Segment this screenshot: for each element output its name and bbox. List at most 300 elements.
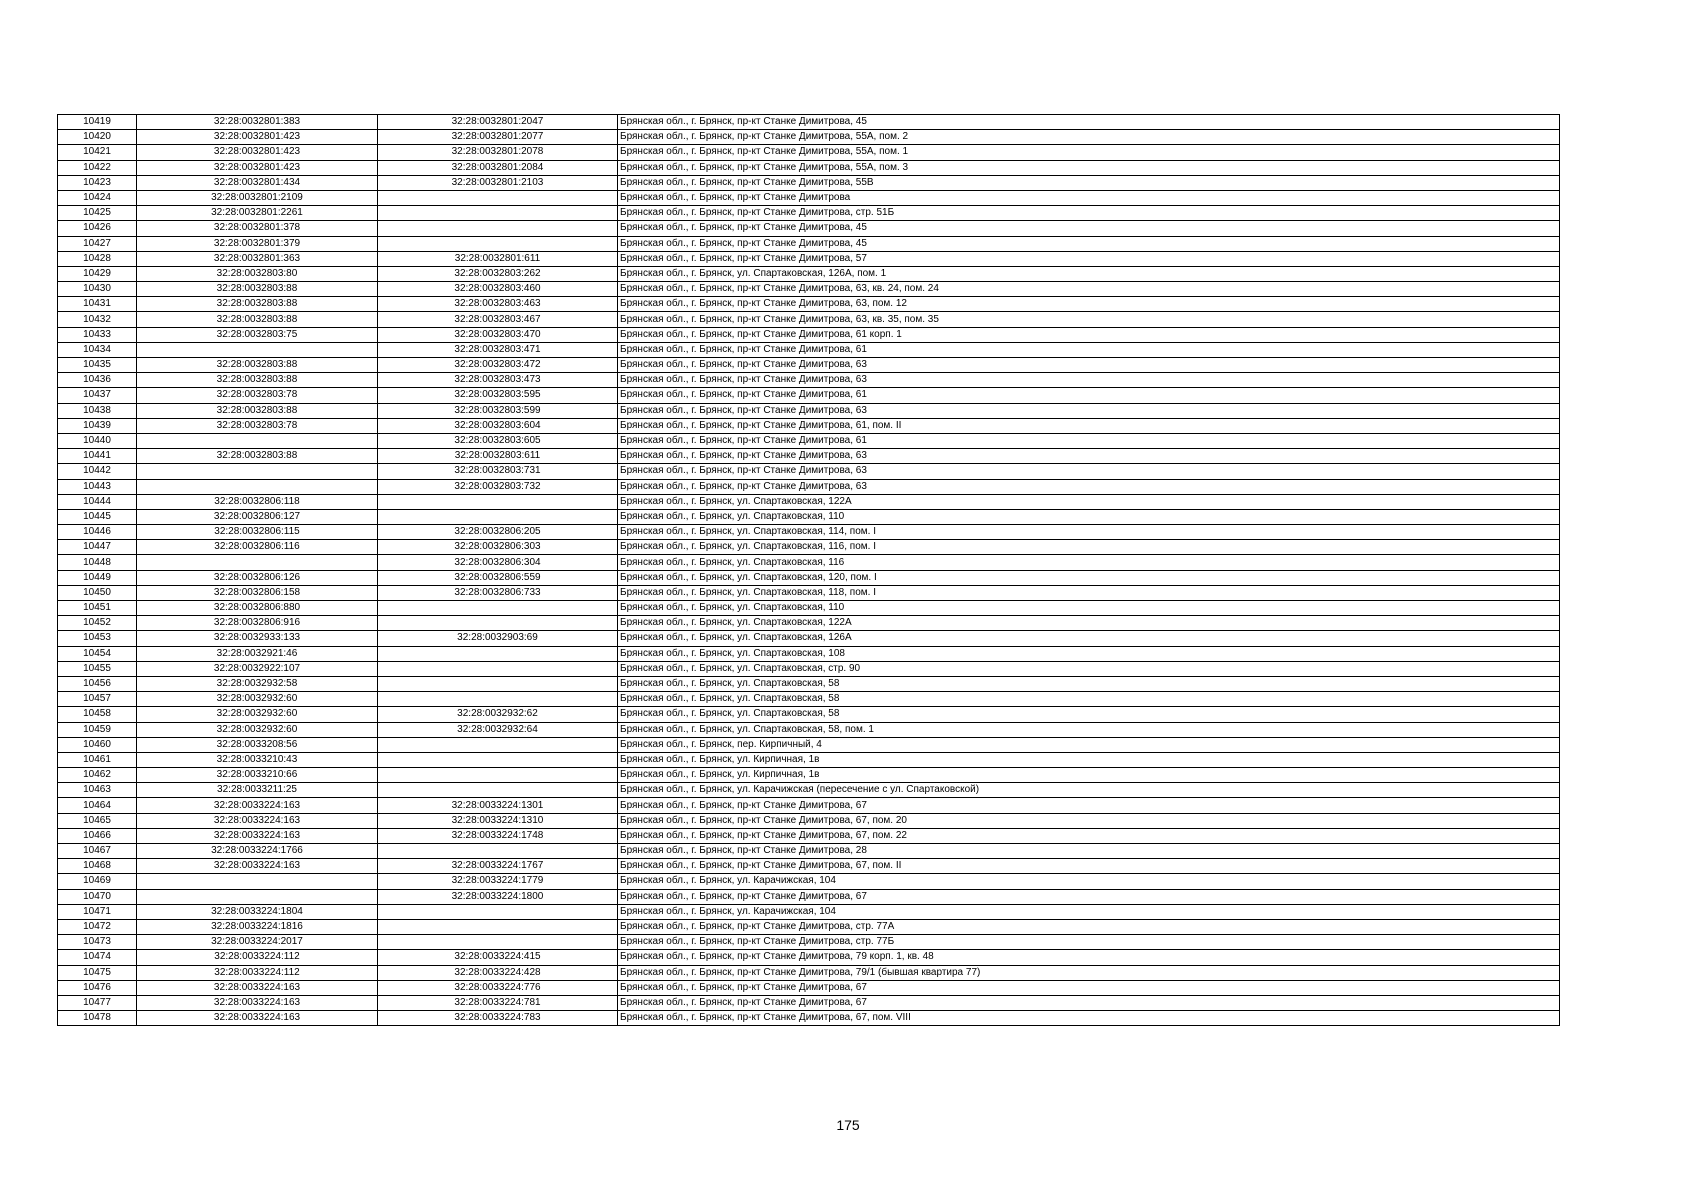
- table-row: [58, 616, 1560, 631]
- parcel-number-cell: 32:28:0032806:127: [137, 509, 378, 524]
- table-row: [58, 494, 1560, 509]
- object-number-cell: 32:28:0032803:611: [378, 449, 618, 464]
- object-number-cell: 32:28:0033224:415: [378, 950, 618, 965]
- parcel-number-cell: 32:28:0032801:2109: [137, 190, 378, 205]
- object-number-cell: 32:28:0032806:205: [378, 525, 618, 540]
- row-number-cell: 10434: [58, 342, 137, 357]
- table-row: [58, 722, 1560, 737]
- row-number-cell: 10419: [58, 115, 137, 130]
- object-number-cell: 32:28:0032806:733: [378, 585, 618, 600]
- object-number-cell: [378, 768, 618, 783]
- address-cell: Брянская обл., г. Брянск, пр-кт Станке Димитрова, 45: [618, 221, 1560, 236]
- table-row: [58, 266, 1560, 281]
- row-number-cell: 10451: [58, 601, 137, 616]
- row-number-cell: 10436: [58, 373, 137, 388]
- parcel-number-cell: 32:28:0033224:163: [137, 995, 378, 1010]
- row-number-cell: 10429: [58, 266, 137, 281]
- object-number-cell: 32:28:0033224:1779: [378, 874, 618, 889]
- address-cell: Брянская обл., г. Брянск, ул. Спартаковская, 58: [618, 692, 1560, 707]
- row-number-cell: 10460: [58, 737, 137, 752]
- parcel-number-cell: [137, 433, 378, 448]
- address-cell: Брянская обл., г. Брянск, пр-кт Станке Димитрова, 63: [618, 373, 1560, 388]
- object-number-cell: 32:28:0032803:604: [378, 418, 618, 433]
- table-row: [58, 464, 1560, 479]
- object-number-cell: [378, 646, 618, 661]
- table-row: [58, 555, 1560, 570]
- table-row: [58, 525, 1560, 540]
- object-number-cell: 32:28:0032801:611: [378, 251, 618, 266]
- parcel-number-cell: [137, 555, 378, 570]
- object-number-cell: 32:28:0033224:776: [378, 980, 618, 995]
- object-number-cell: 32:28:0033224:783: [378, 1011, 618, 1026]
- address-cell: Брянская обл., г. Брянск, ул. Карачижская (пересечение с ул. Спартаковской): [618, 783, 1560, 798]
- object-number-cell: [378, 236, 618, 251]
- row-number-cell: 10463: [58, 783, 137, 798]
- address-cell: Брянская обл., г. Брянск, пр-кт Станке Димитрова, 79/1 (бывшая квартира 77): [618, 965, 1560, 980]
- table-row: [58, 874, 1560, 889]
- object-number-cell: [378, 616, 618, 631]
- parcel-number-cell: 32:28:0033224:112: [137, 965, 378, 980]
- table-row: [58, 327, 1560, 342]
- parcel-number-cell: 32:28:0032806:126: [137, 570, 378, 585]
- table-row: [58, 631, 1560, 646]
- object-number-cell: 32:28:0033224:1767: [378, 859, 618, 874]
- row-number-cell: 10420: [58, 130, 137, 145]
- parcel-number-cell: [137, 479, 378, 494]
- address-cell: Брянская обл., г. Брянск, пр-кт Станке Димитрова, 63: [618, 479, 1560, 494]
- object-number-cell: [378, 919, 618, 934]
- table-row: [58, 175, 1560, 190]
- row-number-cell: 10456: [58, 676, 137, 691]
- row-number-cell: 10430: [58, 282, 137, 297]
- address-cell: Брянская обл., г. Брянск, пр-кт Станке Димитрова, 67, пом. 20: [618, 813, 1560, 828]
- row-number-cell: 10443: [58, 479, 137, 494]
- table-row: [58, 282, 1560, 297]
- row-number-cell: 10423: [58, 175, 137, 190]
- object-number-cell: 32:28:0032801:2103: [378, 175, 618, 190]
- table-row: [58, 312, 1560, 327]
- parcel-number-cell: 32:28:0033224:163: [137, 980, 378, 995]
- parcel-number-cell: [137, 889, 378, 904]
- object-number-cell: [378, 494, 618, 509]
- address-cell: Брянская обл., г. Брянск, ул. Спартаковская, стр. 90: [618, 661, 1560, 676]
- address-cell: Брянская обл., г. Брянск, пр-кт Станке Димитрова, 55А, пом. 3: [618, 160, 1560, 175]
- parcel-number-cell: 32:28:0032801:434: [137, 175, 378, 190]
- table-row: [58, 676, 1560, 691]
- row-number-cell: 10462: [58, 768, 137, 783]
- object-number-cell: 32:28:0032803:595: [378, 388, 618, 403]
- table-row: [58, 206, 1560, 221]
- parcel-number-cell: [137, 464, 378, 479]
- object-number-cell: [378, 904, 618, 919]
- address-cell: Брянская обл., г. Брянск, ул. Карачижская, 104: [618, 874, 1560, 889]
- address-cell: Брянская обл., г. Брянск, пр-кт Станке Димитрова, 61: [618, 342, 1560, 357]
- parcel-number-cell: 32:28:0032803:78: [137, 418, 378, 433]
- address-cell: Брянская обл., г. Брянск, ул. Спартаковская, 122А: [618, 616, 1560, 631]
- parcel-number-cell: 32:28:0032803:88: [137, 282, 378, 297]
- object-number-cell: [378, 661, 618, 676]
- table-row: [58, 813, 1560, 828]
- row-number-cell: 10450: [58, 585, 137, 600]
- object-number-cell: [378, 844, 618, 859]
- table-row: [58, 737, 1560, 752]
- object-number-cell: 32:28:0032932:62: [378, 707, 618, 722]
- address-cell: Брянская обл., г. Брянск, пр-кт Станке Димитрова, 63, кв. 24, пом. 24: [618, 282, 1560, 297]
- table-row: [58, 433, 1560, 448]
- address-cell: Брянская обл., г. Брянск, пр-кт Станке Димитрова, 45: [618, 236, 1560, 251]
- address-cell: Брянская обл., г. Брянск, ул. Спартаковская, 58, пом. 1: [618, 722, 1560, 737]
- row-number-cell: 10432: [58, 312, 137, 327]
- parcel-number-cell: 32:28:0032801:383: [137, 115, 378, 130]
- table-row: [58, 950, 1560, 965]
- table-row: [58, 145, 1560, 160]
- parcel-number-cell: 32:28:0033211:25: [137, 783, 378, 798]
- address-cell: Брянская обл., г. Брянск, ул. Спартаковская, 58: [618, 707, 1560, 722]
- address-cell: Брянская обл., г. Брянск, пр-кт Станке Димитрова, 63: [618, 358, 1560, 373]
- parcel-number-cell: 32:28:0032801:423: [137, 130, 378, 145]
- table-row: [58, 358, 1560, 373]
- object-number-cell: [378, 676, 618, 691]
- table-row: [58, 509, 1560, 524]
- object-number-cell: 32:28:0032801:2084: [378, 160, 618, 175]
- address-cell: Брянская обл., г. Брянск, ул. Кирпичная, 1в: [618, 768, 1560, 783]
- row-number-cell: 10445: [58, 509, 137, 524]
- table-row: [58, 251, 1560, 266]
- row-number-cell: 10448: [58, 555, 137, 570]
- address-cell: Брянская обл., г. Брянск, пр-кт Станке Димитрова, 63, пом. 12: [618, 297, 1560, 312]
- row-number-cell: 10447: [58, 540, 137, 555]
- table-row: [58, 844, 1560, 859]
- row-number-cell: 10471: [58, 904, 137, 919]
- address-cell: Брянская обл., г. Брянск, ул. Спартаковская, 114, пом. I: [618, 525, 1560, 540]
- object-number-cell: 32:28:0032803:262: [378, 266, 618, 281]
- parcel-number-cell: [137, 342, 378, 357]
- address-cell: Брянская обл., г. Брянск, пр-кт Станке Димитрова, 55А, пом. 2: [618, 130, 1560, 145]
- address-cell: Брянская обл., г. Брянск, ул. Спартаковская, 108: [618, 646, 1560, 661]
- row-number-cell: 10438: [58, 403, 137, 418]
- address-cell: Брянская обл., г. Брянск, ул. Спартаковская, 120, пом. I: [618, 570, 1560, 585]
- table-row: [58, 540, 1560, 555]
- row-number-cell: 10469: [58, 874, 137, 889]
- table-row: [58, 752, 1560, 767]
- address-cell: Брянская обл., г. Брянск, пр-кт Станке Димитрова, 67: [618, 889, 1560, 904]
- object-number-cell: 32:28:0032803:472: [378, 358, 618, 373]
- parcel-number-cell: 32:28:0033224:163: [137, 859, 378, 874]
- parcel-number-cell: 32:28:0032932:60: [137, 692, 378, 707]
- table-row: [58, 297, 1560, 312]
- address-cell: Брянская обл., г. Брянск, ул. Спартаковская, 116, пом. I: [618, 540, 1560, 555]
- object-number-cell: [378, 692, 618, 707]
- row-number-cell: 10478: [58, 1011, 137, 1026]
- parcel-number-cell: 32:28:0032801:378: [137, 221, 378, 236]
- parcel-number-cell: 32:28:0032932:60: [137, 722, 378, 737]
- row-number-cell: 10464: [58, 798, 137, 813]
- row-number-cell: 10426: [58, 221, 137, 236]
- object-number-cell: 32:28:0032803:605: [378, 433, 618, 448]
- table-row: [58, 904, 1560, 919]
- parcel-number-cell: 32:28:0033210:43: [137, 752, 378, 767]
- table-row: [58, 919, 1560, 934]
- table-row: [58, 1011, 1560, 1026]
- address-cell: Брянская обл., г. Брянск, пр-кт Станке Димитрова: [618, 190, 1560, 205]
- table-row: [58, 783, 1560, 798]
- table-row: [58, 768, 1560, 783]
- row-number-cell: 10476: [58, 980, 137, 995]
- parcel-number-cell: 32:28:0032801:363: [137, 251, 378, 266]
- table-row: [58, 965, 1560, 980]
- row-number-cell: 10440: [58, 433, 137, 448]
- row-number-cell: 10435: [58, 358, 137, 373]
- parcel-number-cell: 32:28:0032803:88: [137, 449, 378, 464]
- address-cell: Брянская обл., г. Брянск, пр-кт Станке Димитрова, 63: [618, 403, 1560, 418]
- row-number-cell: 10452: [58, 616, 137, 631]
- address-cell: Брянская обл., г. Брянск, ул. Кирпичная, 1в: [618, 752, 1560, 767]
- table-row: [58, 342, 1560, 357]
- parcel-number-cell: 32:28:0032803:75: [137, 327, 378, 342]
- parcel-number-cell: 32:28:0033208:56: [137, 737, 378, 752]
- table-row: [58, 661, 1560, 676]
- object-number-cell: 32:28:0033224:1310: [378, 813, 618, 828]
- parcel-number-cell: 32:28:0032932:58: [137, 676, 378, 691]
- object-number-cell: 32:28:0032806:303: [378, 540, 618, 555]
- parcel-number-cell: 32:28:0032803:88: [137, 297, 378, 312]
- address-cell: Брянская обл., г. Брянск, пр-кт Станке Димитрова, 61: [618, 433, 1560, 448]
- parcel-number-cell: 32:28:0033224:163: [137, 1011, 378, 1026]
- parcel-number-cell: 32:28:0033224:2017: [137, 935, 378, 950]
- object-number-cell: 32:28:0032803:731: [378, 464, 618, 479]
- table-row: [58, 980, 1560, 995]
- table-row: [58, 646, 1560, 661]
- address-cell: Брянская обл., г. Брянск, пр-кт Станке Димитрова, 61: [618, 388, 1560, 403]
- address-cell: Брянская обл., г. Брянск, пр-кт Станке Димитрова, 63: [618, 449, 1560, 464]
- object-number-cell: 32:28:0032803:467: [378, 312, 618, 327]
- parcel-number-cell: 32:28:0033224:163: [137, 798, 378, 813]
- address-cell: Брянская обл., г. Брянск, пр-кт Станке Димитрова, 63, кв. 35, пом. 35: [618, 312, 1560, 327]
- row-number-cell: 10441: [58, 449, 137, 464]
- address-cell: Брянская обл., г. Брянск, ул. Спартаковская, 116: [618, 555, 1560, 570]
- row-number-cell: 10458: [58, 707, 137, 722]
- parcel-number-cell: 32:28:0032801:2261: [137, 206, 378, 221]
- object-number-cell: [378, 783, 618, 798]
- object-number-cell: 32:28:0032932:64: [378, 722, 618, 737]
- parcel-number-cell: 32:28:0032932:60: [137, 707, 378, 722]
- row-number-cell: 10473: [58, 935, 137, 950]
- address-cell: Брянская обл., г. Брянск, пр-кт Станке Димитрова, 28: [618, 844, 1560, 859]
- object-number-cell: [378, 221, 618, 236]
- row-number-cell: 10461: [58, 752, 137, 767]
- row-number-cell: 10433: [58, 327, 137, 342]
- object-number-cell: 32:28:0032803:460: [378, 282, 618, 297]
- parcel-number-cell: 32:28:0032803:88: [137, 403, 378, 418]
- table-row: [58, 692, 1560, 707]
- object-number-cell: 32:28:0032806:559: [378, 570, 618, 585]
- table-row: [58, 221, 1560, 236]
- table-row: [58, 601, 1560, 616]
- object-number-cell: 32:28:0032903:69: [378, 631, 618, 646]
- address-cell: Брянская обл., г. Брянск, пр-кт Станке Димитрова, 67, пом. VIII: [618, 1011, 1560, 1026]
- object-number-cell: 32:28:0032803:473: [378, 373, 618, 388]
- row-number-cell: 10459: [58, 722, 137, 737]
- address-cell: Брянская обл., г. Брянск, пр-кт Станке Димитрова, 57: [618, 251, 1560, 266]
- address-cell: Брянская обл., г. Брянск, ул. Карачижская, 104: [618, 904, 1560, 919]
- table-row: [58, 403, 1560, 418]
- table-row: [58, 388, 1560, 403]
- object-number-cell: [378, 509, 618, 524]
- object-number-cell: 32:28:0032803:471: [378, 342, 618, 357]
- parcel-number-cell: 32:28:0032806:880: [137, 601, 378, 616]
- object-number-cell: 32:28:0033224:781: [378, 995, 618, 1010]
- address-cell: Брянская обл., г. Брянск, ул. Спартаковская, 118, пом. I: [618, 585, 1560, 600]
- address-cell: Брянская обл., г. Брянск, пр-кт Станке Димитрова, 55В: [618, 175, 1560, 190]
- table-row: [58, 570, 1560, 585]
- object-number-cell: 32:28:0032801:2077: [378, 130, 618, 145]
- object-number-cell: 32:28:0032803:470: [378, 327, 618, 342]
- parcel-number-cell: 32:28:0032806:916: [137, 616, 378, 631]
- parcel-number-cell: 32:28:0032803:88: [137, 358, 378, 373]
- row-number-cell: 10437: [58, 388, 137, 403]
- table-row: [58, 828, 1560, 843]
- row-number-cell: 10465: [58, 813, 137, 828]
- address-cell: Брянская обл., г. Брянск, ул. Спартаковская, 58: [618, 676, 1560, 691]
- object-number-cell: 32:28:0032806:304: [378, 555, 618, 570]
- table-row: [58, 115, 1560, 130]
- address-cell: Брянская обл., г. Брянск, пр-кт Станке Димитрова, стр. 51Б: [618, 206, 1560, 221]
- row-number-cell: 10454: [58, 646, 137, 661]
- parcel-number-cell: 32:28:0032801:379: [137, 236, 378, 251]
- address-cell: Брянская обл., г. Брянск, пр-кт Станке Димитрова, 61 корп. 1: [618, 327, 1560, 342]
- parcel-number-cell: 32:28:0032806:115: [137, 525, 378, 540]
- object-number-cell: 32:28:0033224:428: [378, 965, 618, 980]
- row-number-cell: 10422: [58, 160, 137, 175]
- address-cell: Брянская обл., г. Брянск, пр-кт Станке Димитрова, 67: [618, 995, 1560, 1010]
- parcel-number-cell: 32:28:0032933:133: [137, 631, 378, 646]
- row-number-cell: 10427: [58, 236, 137, 251]
- row-number-cell: 10475: [58, 965, 137, 980]
- row-number-cell: 10468: [58, 859, 137, 874]
- address-cell: Брянская обл., г. Брянск, ул. Спартаковская, 126А, пом. 1: [618, 266, 1560, 281]
- table-row: [58, 449, 1560, 464]
- table-row: [58, 479, 1560, 494]
- address-cell: Брянская обл., г. Брянск, пер. Кирпичный, 4: [618, 737, 1560, 752]
- table-row: [58, 935, 1560, 950]
- row-number-cell: 10467: [58, 844, 137, 859]
- registry-table-body: [58, 115, 1560, 1026]
- row-number-cell: 10439: [58, 418, 137, 433]
- address-cell: Брянская обл., г. Брянск, пр-кт Станке Димитрова, 79 корп. 1, кв. 48: [618, 950, 1560, 965]
- row-number-cell: 10470: [58, 889, 137, 904]
- table-row: [58, 798, 1560, 813]
- row-number-cell: 10453: [58, 631, 137, 646]
- address-cell: Брянская обл., г. Брянск, пр-кт Станке Димитрова, стр. 77А: [618, 919, 1560, 934]
- table-row: [58, 190, 1560, 205]
- object-number-cell: [378, 935, 618, 950]
- object-number-cell: [378, 737, 618, 752]
- object-number-cell: [378, 206, 618, 221]
- object-number-cell: 32:28:0032801:2047: [378, 115, 618, 130]
- address-cell: Брянская обл., г. Брянск, пр-кт Станке Димитрова, 63: [618, 464, 1560, 479]
- parcel-number-cell: 32:28:0032803:88: [137, 373, 378, 388]
- table-row: [58, 130, 1560, 145]
- row-number-cell: 10444: [58, 494, 137, 509]
- parcel-number-cell: 32:28:0032922:107: [137, 661, 378, 676]
- parcel-number-cell: 32:28:0033224:1804: [137, 904, 378, 919]
- row-number-cell: 10442: [58, 464, 137, 479]
- address-cell: Брянская обл., г. Брянск, ул. Спартаковская, 110: [618, 601, 1560, 616]
- object-number-cell: [378, 752, 618, 767]
- parcel-number-cell: 32:28:0032806:158: [137, 585, 378, 600]
- parcel-number-cell: 32:28:0032806:118: [137, 494, 378, 509]
- row-number-cell: 10446: [58, 525, 137, 540]
- row-number-cell: 10455: [58, 661, 137, 676]
- parcel-number-cell: 32:28:0033210:66: [137, 768, 378, 783]
- row-number-cell: 10424: [58, 190, 137, 205]
- page-number: 175: [836, 1117, 860, 1133]
- address-cell: Брянская обл., г. Брянск, пр-кт Станке Димитрова, 67: [618, 798, 1560, 813]
- parcel-number-cell: 32:28:0033224:163: [137, 828, 378, 843]
- address-cell: Брянская обл., г. Брянск, пр-кт Станке Димитрова, 67, пом. 22: [618, 828, 1560, 843]
- table-row: [58, 373, 1560, 388]
- object-number-cell: 32:28:0032801:2078: [378, 145, 618, 160]
- address-cell: Брянская обл., г. Брянск, пр-кт Станке Димитрова, 45: [618, 115, 1560, 130]
- address-cell: Брянская обл., г. Брянск, пр-кт Станке Димитрова, 67: [618, 980, 1560, 995]
- parcel-number-cell: 32:28:0032801:423: [137, 160, 378, 175]
- object-number-cell: 32:28:0032803:463: [378, 297, 618, 312]
- row-number-cell: 10474: [58, 950, 137, 965]
- address-cell: Брянская обл., г. Брянск, пр-кт Станке Димитрова, 55А, пом. 1: [618, 145, 1560, 160]
- object-number-cell: 32:28:0033224:1800: [378, 889, 618, 904]
- parcel-number-cell: [137, 874, 378, 889]
- registry-table: [57, 114, 1560, 1026]
- table-row: [58, 585, 1560, 600]
- table-row: [58, 707, 1560, 722]
- parcel-number-cell: 32:28:0033224:1816: [137, 919, 378, 934]
- table-row: [58, 236, 1560, 251]
- object-number-cell: [378, 190, 618, 205]
- table-row: [58, 160, 1560, 175]
- object-number-cell: 32:28:0032803:732: [378, 479, 618, 494]
- row-number-cell: 10431: [58, 297, 137, 312]
- parcel-number-cell: 32:28:0033224:1766: [137, 844, 378, 859]
- address-cell: Брянская обл., г. Брянск, ул. Спартаковская, 122А: [618, 494, 1560, 509]
- row-number-cell: 10425: [58, 206, 137, 221]
- parcel-number-cell: 32:28:0032801:423: [137, 145, 378, 160]
- row-number-cell: 10421: [58, 145, 137, 160]
- parcel-number-cell: 32:28:0032803:80: [137, 266, 378, 281]
- parcel-number-cell: 32:28:0032803:78: [137, 388, 378, 403]
- row-number-cell: 10449: [58, 570, 137, 585]
- row-number-cell: 10466: [58, 828, 137, 843]
- parcel-number-cell: 32:28:0032921:46: [137, 646, 378, 661]
- table-row: [58, 859, 1560, 874]
- table-row: [58, 995, 1560, 1010]
- row-number-cell: 10457: [58, 692, 137, 707]
- parcel-number-cell: 32:28:0033224:112: [137, 950, 378, 965]
- object-number-cell: 32:28:0032803:599: [378, 403, 618, 418]
- address-cell: Брянская обл., г. Брянск, пр-кт Станке Димитрова, 67, пом. II: [618, 859, 1560, 874]
- table-row: [58, 418, 1560, 433]
- parcel-number-cell: 32:28:0032803:88: [137, 312, 378, 327]
- parcel-number-cell: 32:28:0032806:116: [137, 540, 378, 555]
- address-cell: Брянская обл., г. Брянск, пр-кт Станке Димитрова, 61, пом. II: [618, 418, 1560, 433]
- row-number-cell: 10472: [58, 919, 137, 934]
- row-number-cell: 10477: [58, 995, 137, 1010]
- address-cell: Брянская обл., г. Брянск, ул. Спартаковская, 126А: [618, 631, 1560, 646]
- object-number-cell: 32:28:0033224:1748: [378, 828, 618, 843]
- table-row: [58, 889, 1560, 904]
- parcel-number-cell: 32:28:0033224:163: [137, 813, 378, 828]
- object-number-cell: [378, 601, 618, 616]
- object-number-cell: 32:28:0033224:1301: [378, 798, 618, 813]
